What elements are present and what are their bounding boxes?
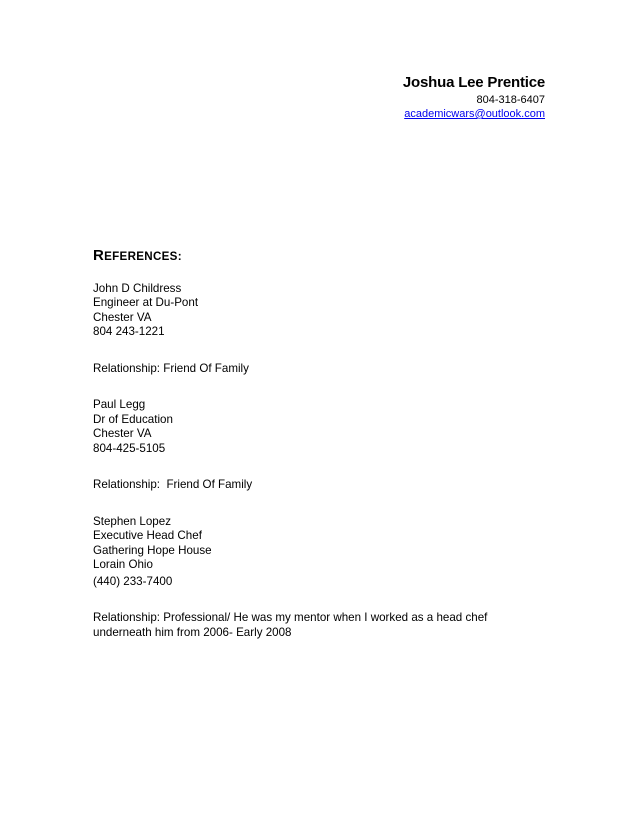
reference-entry-2 xyxy=(93,398,553,456)
reference-relationship-3 xyxy=(93,611,553,640)
reference-location: Chester VA xyxy=(93,310,152,324)
contact-header xyxy=(403,73,545,122)
reference-organization: Gathering Hope House xyxy=(93,543,212,557)
references-heading: REFERENCES: xyxy=(93,247,182,264)
references-section xyxy=(93,249,553,640)
reference-location: Chester VA xyxy=(93,427,152,440)
reference-name: Stephen Lopez xyxy=(93,514,172,528)
reference-location: Lorain Ohio xyxy=(93,558,153,571)
candidate-email-link[interactable]: academicwars@outlook.com xyxy=(404,108,545,120)
reference-title: Executive Head Chef xyxy=(93,529,202,542)
reference-name: Paul Legg xyxy=(93,398,146,411)
reference-name: John D Childress xyxy=(93,281,182,295)
candidate-phone: 804-318-6407 xyxy=(476,94,545,106)
reference-relationship-2: Relationship: Friend Of Family xyxy=(93,478,253,491)
relationship-line: underneath him from 2006- Early 2008 xyxy=(93,625,292,639)
reference-phone: (440) 233-7400 xyxy=(93,574,173,588)
reference-title: Engineer at Du-Pont xyxy=(93,296,199,309)
reference-phone: 804-425-5105 xyxy=(93,441,166,455)
reference-phone: 804 243-1221 xyxy=(93,325,165,338)
relationship-line: Relationship: Professional/ He was my mentor when I worked as a head chef xyxy=(93,611,488,624)
reference-title: Dr of Education xyxy=(93,412,173,426)
reference-entry-3 xyxy=(93,515,553,590)
reference-entry-1 xyxy=(93,282,553,340)
candidate-name: Joshua Lee Prentice xyxy=(402,74,545,91)
reference-relationship-1: Relationship: Friend Of Family xyxy=(93,361,249,375)
